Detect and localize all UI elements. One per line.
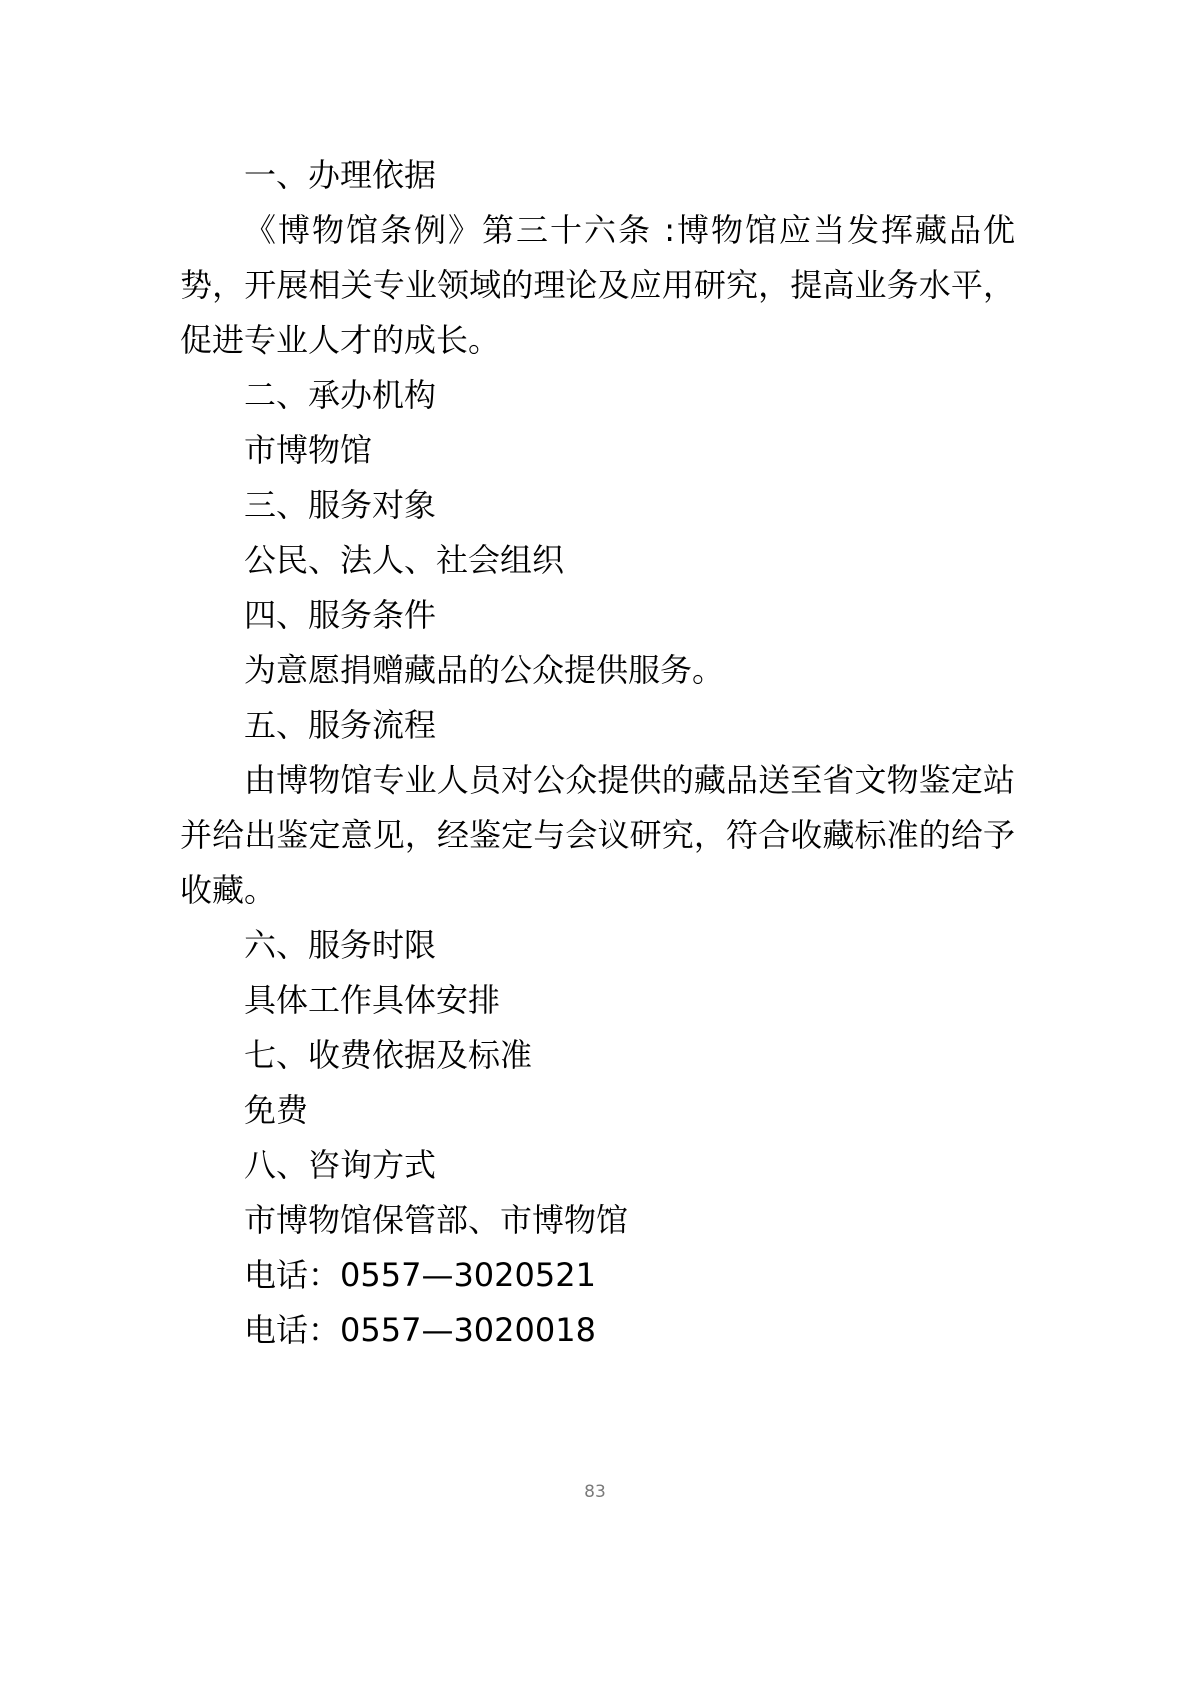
section-body-conditions: 为意愿捐赠藏品的公众提供服务。 bbox=[244, 651, 725, 689]
section-heading-agency: 二、承办机构 bbox=[244, 376, 437, 414]
contact-phone-1: 电话：0557—3020521 bbox=[244, 1256, 596, 1294]
contact-phone-2: 电话：0557—3020018 bbox=[244, 1311, 596, 1349]
section-heading-conditions: 四、服务条件 bbox=[244, 596, 437, 634]
section-heading-process: 五、服务流程 bbox=[244, 706, 437, 744]
section-body-agency: 市博物馆 bbox=[244, 431, 373, 469]
page-number: 83 bbox=[584, 1482, 606, 1502]
section-body-fees: 免费 bbox=[244, 1091, 309, 1129]
section-heading-basis: 一、办理依据 bbox=[244, 156, 437, 194]
section-heading-fees: 七、收费依据及标准 bbox=[244, 1036, 533, 1074]
section-heading-audience: 三、服务对象 bbox=[244, 486, 437, 524]
document-body bbox=[180, 148, 1015, 1358]
section-heading-contact: 八、咨询方式 bbox=[244, 1146, 437, 1184]
section-body-audience: 公民、法人、社会组织 bbox=[244, 541, 565, 579]
section-heading-timeframe: 六、服务时限 bbox=[244, 926, 437, 964]
section-body-process: 由博物馆专业人员对公众提供的藏品送至省文物鉴定站并给出鉴定意见，经鉴定与会议研究，符合收藏标准的给予收藏。 bbox=[180, 761, 1015, 909]
section-body-timeframe: 具体工作具体安排 bbox=[244, 981, 501, 1019]
contact-department: 市博物馆保管部、市博物馆 bbox=[244, 1201, 629, 1239]
section-body-basis: 《博物馆条例》第三十六条 :博物馆应当发挥藏品优势，开展相关专业领域的理论及应用研究，提高业务水平，促进专业人才的成长。 bbox=[180, 211, 1015, 359]
